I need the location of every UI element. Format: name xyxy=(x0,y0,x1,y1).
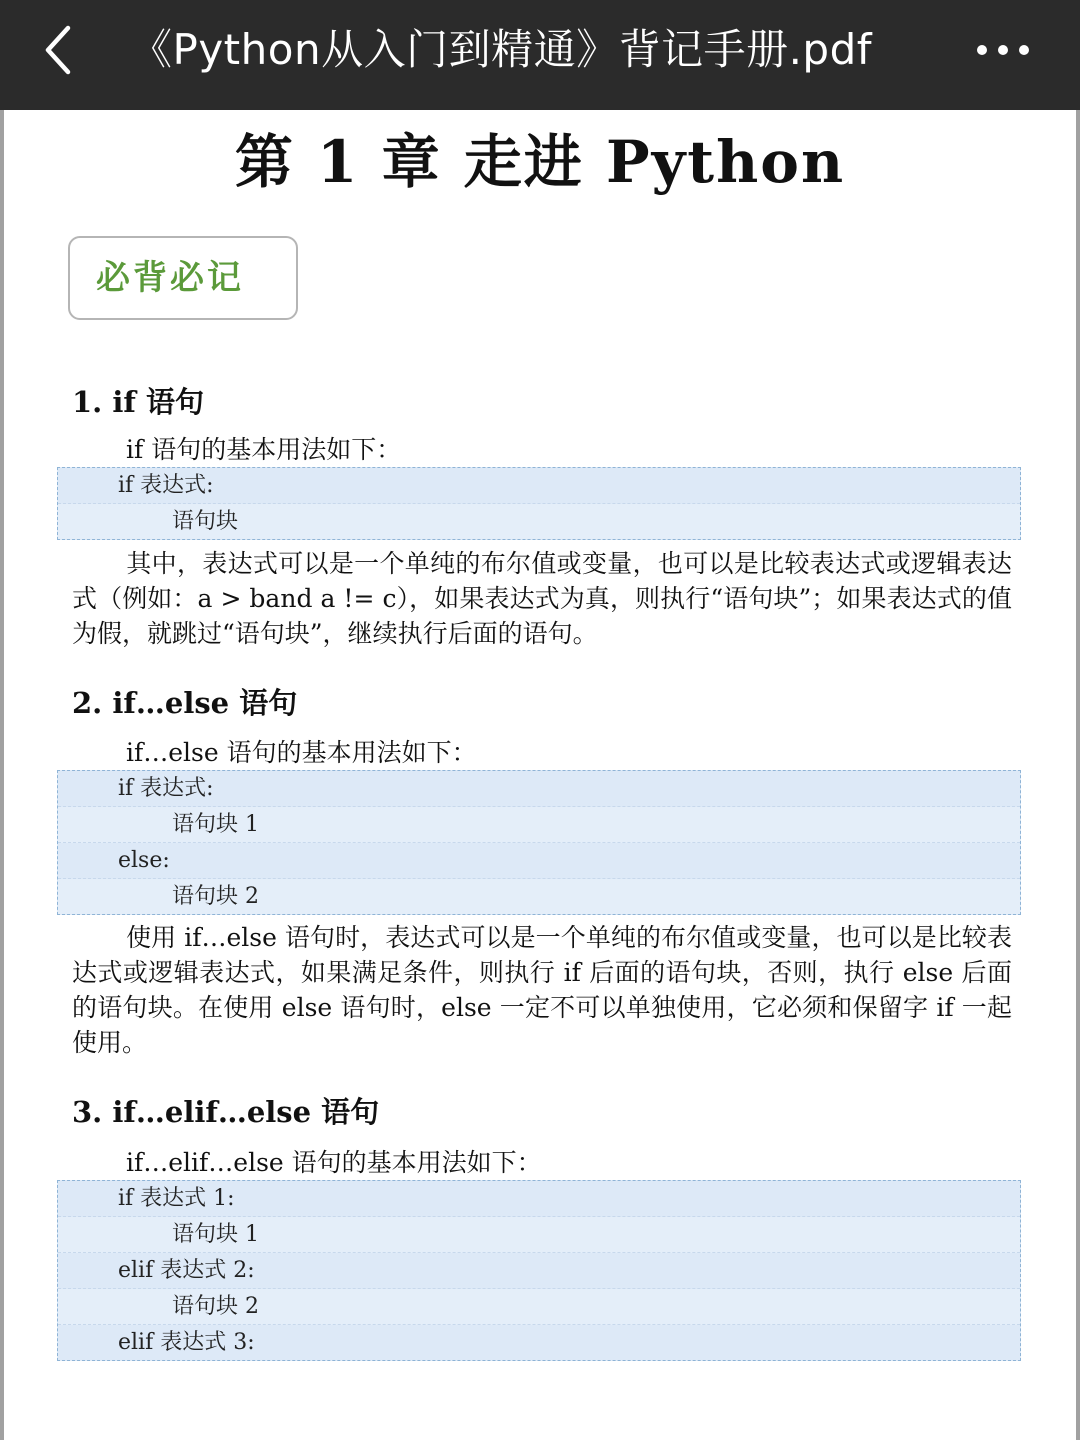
code-line: 语句块 xyxy=(58,504,1020,539)
section-intro: if…elif…else 语句的基本用法如下： xyxy=(126,1148,542,1177)
code-line: if 表达式 1: xyxy=(58,1181,1020,1217)
section-intro: if…else 语句的基本用法如下： xyxy=(126,738,477,767)
pdf-page[interactable] xyxy=(0,110,1080,1440)
document-title: 《Python从入门到精通》背记手册.pdf xyxy=(130,25,873,74)
page-edge xyxy=(0,110,4,1440)
code-line: if 表达式: xyxy=(58,771,1020,807)
code-line: elif 表达式 3: xyxy=(118,1330,255,1355)
section-paragraph xyxy=(72,546,1012,651)
code-line: 语句块 1 xyxy=(58,1217,1020,1253)
code-line: 语句块 2 xyxy=(58,1289,1020,1325)
back-button[interactable] xyxy=(38,22,88,78)
section-paragraph xyxy=(72,920,1012,1060)
code-block xyxy=(57,1180,1021,1361)
paragraph-text: 其中，表达式可以是一个单纯的布尔值或变量，也可以是比较表达式或逻辑表达式（例如：a > band a != c），如果表达式为真，则执行“语句块”；如果表达式的值为假，就跳过“语句块”，继续执行后面的语句。 xyxy=(72,549,1012,648)
code-line: 语句块 2 xyxy=(58,879,1020,914)
code-line: 语句块 1 xyxy=(58,807,1020,843)
must-memorize-badge: 必背必记 xyxy=(68,236,298,320)
section-intro: if 语句的基本用法如下： xyxy=(126,435,402,464)
code-line: if 表达式: xyxy=(58,468,1020,504)
section-heading: 3. if…elif…else 语句 xyxy=(72,1095,380,1129)
top-bar xyxy=(0,0,1080,110)
code-line: else: xyxy=(58,843,1020,879)
chevron-left-icon xyxy=(38,22,84,78)
code-block xyxy=(57,770,1021,915)
page-edge xyxy=(1076,110,1080,1440)
more-horizontal-icon xyxy=(972,26,1034,74)
chapter-title: 第 1 章 走进 Python xyxy=(234,128,846,196)
more-options-button[interactable] xyxy=(972,26,1034,74)
section-heading: 1. if 语句 xyxy=(72,385,204,419)
code-line: elif 表达式 2: xyxy=(58,1253,1020,1289)
section-heading: 2. if…else 语句 xyxy=(72,686,298,720)
code-block xyxy=(57,467,1021,540)
paragraph-text: 使用 if…else 语句时，表达式可以是一个单纯的布尔值或变量，也可以是比较表达式或逻辑表达式，如果满足条件，则执行 if 后面的语句块，否则，执行 else 后面的语句块。在使用 else 语句时，else 一定不可以单独使用，它必须和保留字 if 一起使用。 xyxy=(72,923,1012,1057)
